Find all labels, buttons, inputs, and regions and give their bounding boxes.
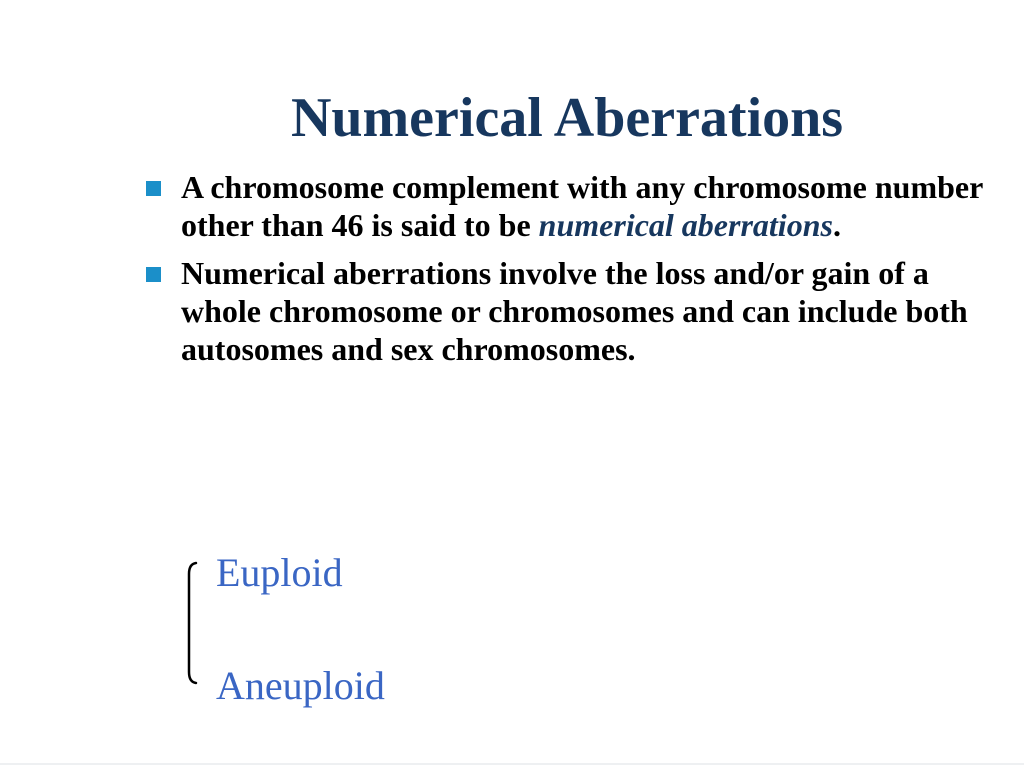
classification-euploid: Euploid — [216, 550, 343, 595]
square-bullet-icon — [146, 267, 161, 282]
slide-title: Numerical Aberrations — [290, 87, 844, 149]
bottom-divider — [0, 763, 1024, 765]
bullet-text: A chromosome complement with any chromosome number other than 46 is said to be — [181, 169, 983, 243]
bullet-item — [146, 168, 1006, 244]
bullet-text-end: . — [832, 207, 841, 243]
left-brace-icon — [184, 560, 204, 686]
square-bullet-icon — [146, 181, 161, 196]
bullet-emphasis: numerical aberrations — [538, 207, 833, 243]
classification-aneuploid: Aneuploid — [216, 663, 385, 708]
bullet-item — [146, 254, 1006, 368]
bullet-list — [146, 168, 1006, 368]
bullet-text: Numerical aberrations involve the loss and/or gain of a whole chromosome or chromosomes and can include both autosomes and sex chromosomes. — [181, 255, 968, 367]
